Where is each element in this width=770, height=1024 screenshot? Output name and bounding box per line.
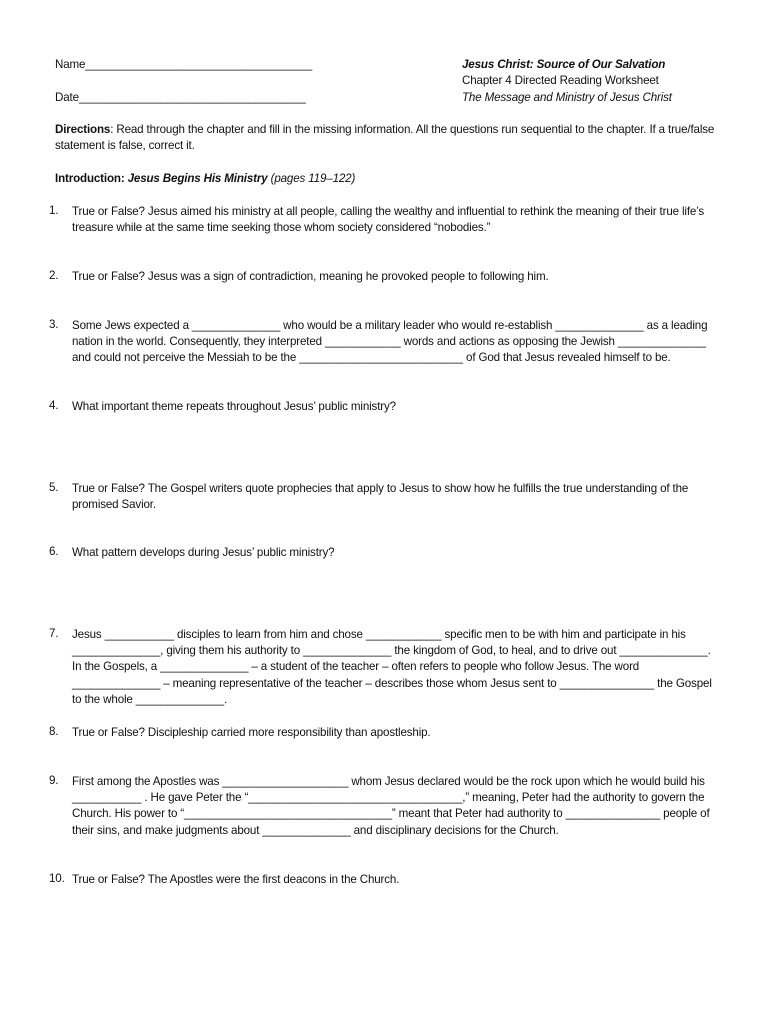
directions [55,122,720,154]
question-text: Jesus ___________ disciples to learn from him and chose ____________ specific men to be with him and participate in his ______________, giving them his authority to ______________ the kingdom of God, to heal, and to drive out ______________. In the Gospels, a ______________ – a student of the teacher – often refers to people who follow Jesus. The word ______________ – meaning representative of the teacher – describes those whom Jesus sent to _______________ the Gospel to the whole ______________. [72,628,712,706]
name-field-label: Name____________________________________ [55,58,313,71]
directions-text: : Read through the chapter and fill in the missing information. All the questions run sequential to the chapter. If a true/false statement is false, correct it. [55,123,715,153]
question-text: True or False? Jesus was a sign of contradiction, meaning he provoked people to following him. [72,270,549,283]
question-number: 6. [49,545,59,558]
section-pages: (pages 119–122) [267,172,356,185]
directions-label: Directions [55,123,111,136]
question-number: 4. [49,399,59,412]
question-text: True or False? The Apostles were the first deacons in the Church. [72,873,400,886]
question-number: 5. [49,481,59,494]
chapter-title: The Message and Ministry of Jesus Christ [462,91,672,104]
question-text: What pattern develops during Jesus’ public ministry? [72,546,335,559]
section-heading [55,171,355,187]
question-number: 1. [49,204,59,217]
course-title: Jesus Christ: Source of Our Salvation [462,58,666,71]
question-number: 7. [49,627,59,640]
question-text: True or False? Discipleship carried more responsibility than apostleship. [72,726,431,739]
question-number: 10. [49,872,65,885]
section-title: Jesus Begins His Ministry [127,172,268,185]
question-number: 3. [49,318,59,331]
section-prefix: Introduction: [55,172,128,185]
question-number: 2. [49,269,59,282]
question-number: 9. [49,774,59,787]
question-text: True or False? The Gospel writers quote prophecies that apply to Jesus to show how he fulfills the true understanding of the promised Savior. [72,482,689,512]
question-text: What important theme repeats throughout Jesus’ public ministry? [72,400,396,413]
question-number: 8. [49,725,59,738]
date-field-label: Date____________________________________ [55,91,306,104]
question-text: True or False? Jesus aimed his ministry at all people, calling the wealthy and influential to rethink the meaning of their true life’s treasure while at the same time seeking those whom society considered “nobodies.” [72,205,705,235]
question-text: First among the Apostles was ____________________ whom Jesus declared would be the rock upon which he would build his ___________ . He gave Peter the “__________________________________,” meaning, Peter had the authority to govern the Church. His power to “_________________________________” meant that Peter had authority to _______________ people of their sins, and make judgments about ______________ and disciplinary decisions for the Church. [72,775,710,837]
question-text: Some Jews expected a ______________ who would be a military leader who would re-establish ______________ as a leading nation in the world. Consequently, they interpreted ____________ words and actions as opposing the Jewish ______________ and could not perceive the Messiah to be the __________________________ of God that Jesus revealed himself to be. [72,319,708,365]
worksheet-subtitle: Chapter 4 Directed Reading Worksheet [462,74,659,87]
